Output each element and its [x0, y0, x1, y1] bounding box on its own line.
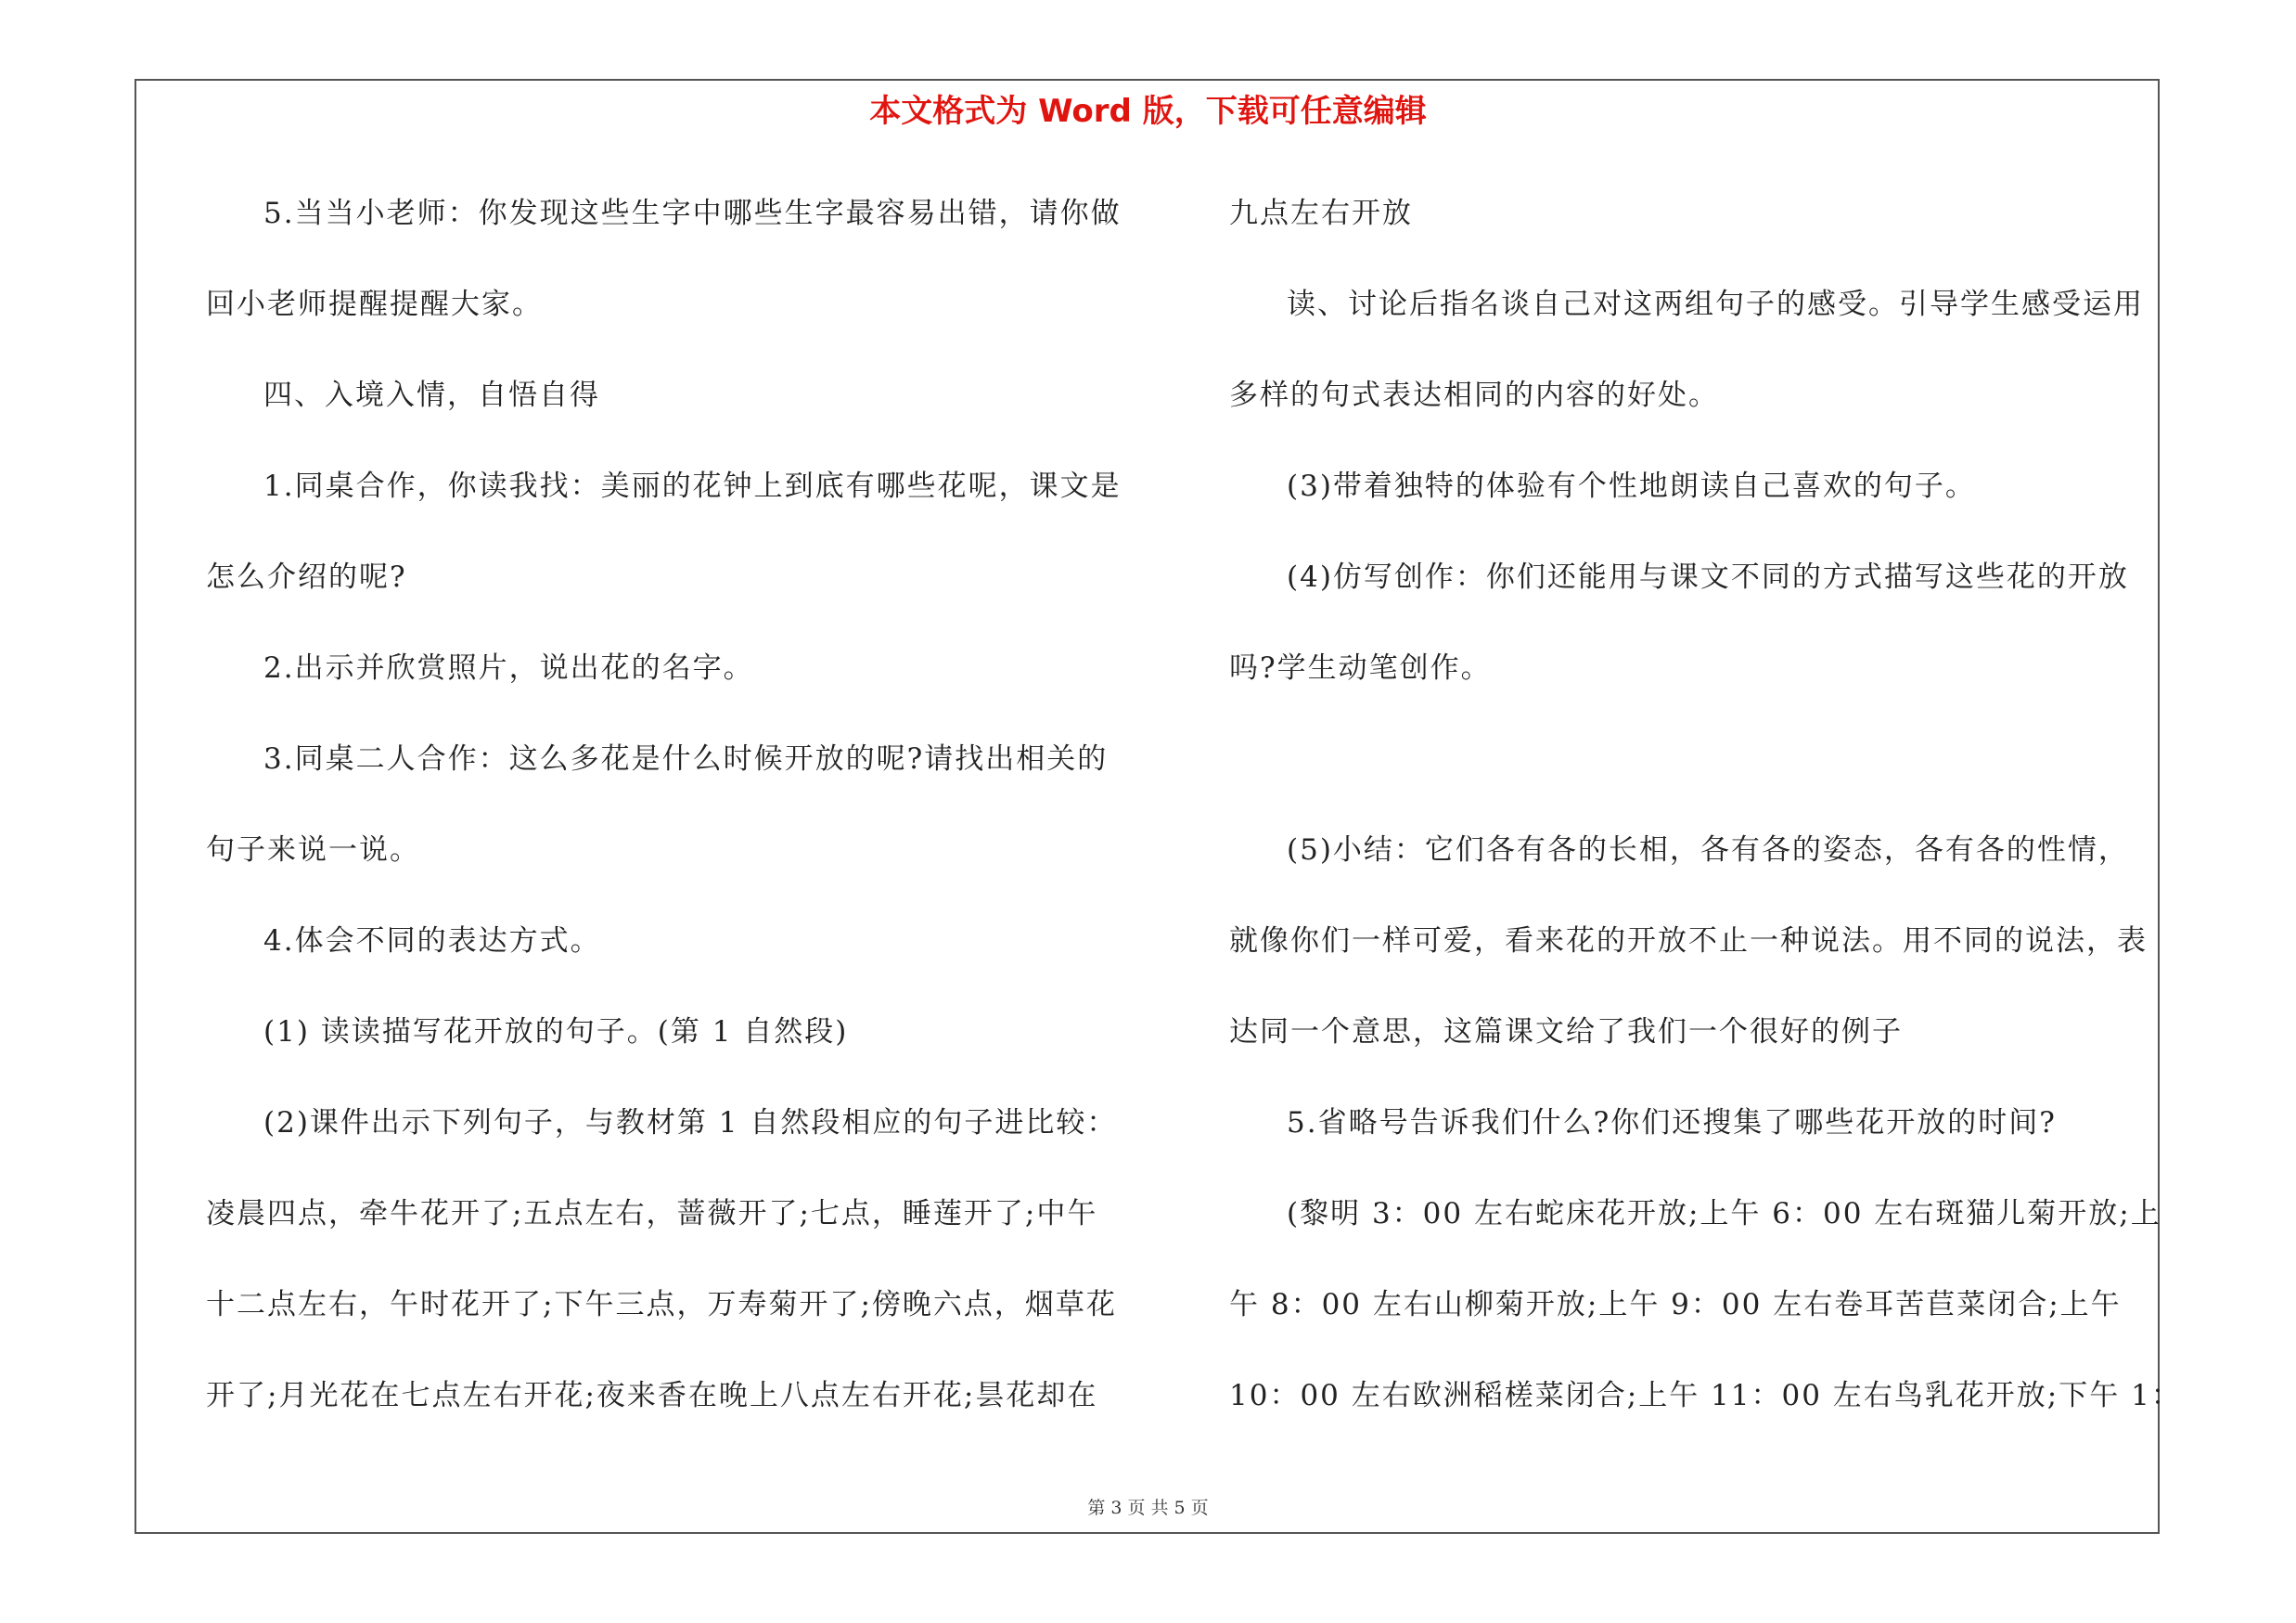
paragraph-line: 5.省略号告诉我们什么?你们还搜集了哪些花开放的时间?	[1287, 1106, 2057, 1140]
paragraph-line: 句子来说一说。	[206, 833, 420, 867]
paragraph-line: 怎么介绍的呢?	[206, 560, 407, 594]
left-column	[206, 186, 1134, 1459]
paragraph-line: 10：00 左右欧洲稻槎菜闭合;上午 11：00 左右鸟乳花开放;下午 1：	[1229, 1379, 2182, 1412]
paragraph-line: (2)课件出示下列句子，与教材第 1 自然段相应的句子进比较：	[263, 1106, 1118, 1140]
paragraph-line: (3)带着独特的体验有个性地朗读自己喜欢的句子。	[1287, 470, 1976, 503]
paragraph-line: 吗?学生动笔创作。	[1229, 651, 1492, 685]
paragraph-line: 开了;月光花在七点左右开花;夜来香在晚上八点左右开花;昙花却在	[206, 1379, 1098, 1412]
format-banner: 本文格式为 Word 版，下载可任意编辑	[869, 93, 1427, 130]
paragraph-line: (1) 读读描写花开放的句子。(第 1 自然段)	[263, 1015, 849, 1049]
paragraph-line: 3.同桌二人合作：这么多花是什么时候开放的呢?请找出相关的	[263, 742, 1109, 776]
paragraph-line: 十二点左右，午时花开了;下午三点，万寿菊开了;傍晚六点，烟草花	[206, 1288, 1117, 1321]
paragraph-line: 午 8：00 左右山柳菊开放;上午 9：00 左右卷耳苦苣菜闭合;上午	[1229, 1288, 2122, 1321]
paragraph-line: 九点左右开放	[1229, 197, 1413, 230]
paragraph-line: 多样的句式表达相同的内容的好处。	[1229, 379, 1719, 412]
paragraph-line: 就像你们一样可爱，看来花的开放不止一种说法。用不同的说法，表	[1229, 924, 2148, 958]
paragraph-line: (黎明 3：00 左右蛇床花开放;上午 6：00 左右斑猫儿菊开放;上	[1287, 1197, 2161, 1230]
paragraph-line: 4.体会不同的表达方式。	[263, 924, 601, 958]
paragraph-line: 读、讨论后指名谈自己对这两组句子的感受。引导学生感受运用	[1287, 288, 2144, 321]
paragraph-line	[1229, 731, 2157, 822]
paragraph-line: 达同一个意思，这篇课文给了我们一个很好的例子	[1229, 1015, 1903, 1049]
paragraph-line: 1.同桌合作，你读我找：美丽的花钟上到底有哪些花呢，课文是	[263, 470, 1122, 503]
page-footer: 第 3 页 共 5 页	[1087, 1498, 1209, 1518]
right-column	[1229, 186, 2182, 1459]
paragraph-line: 5.当当小老师：你发现这些生字中哪些生字最容易出错，请你做	[263, 197, 1122, 230]
paragraph-line: 回小老师提醒提醒大家。	[206, 288, 543, 321]
paragraph-line: (4)仿写创作：你们还能用与课文不同的方式描写这些花的开放	[1287, 560, 2129, 594]
paragraph-line: 四、入境入情，自悟自得	[263, 379, 600, 412]
paragraph-line: (5)小结：它们各有各的长相，各有各的姿态，各有各的性情，	[1287, 833, 2129, 867]
paragraph-line: 凌晨四点，牵牛花开了;五点左右，蔷薇开了;七点，睡莲开了;中午	[206, 1197, 1098, 1230]
paragraph-line: 2.出示并欣赏照片，说出花的名字。	[263, 651, 754, 685]
